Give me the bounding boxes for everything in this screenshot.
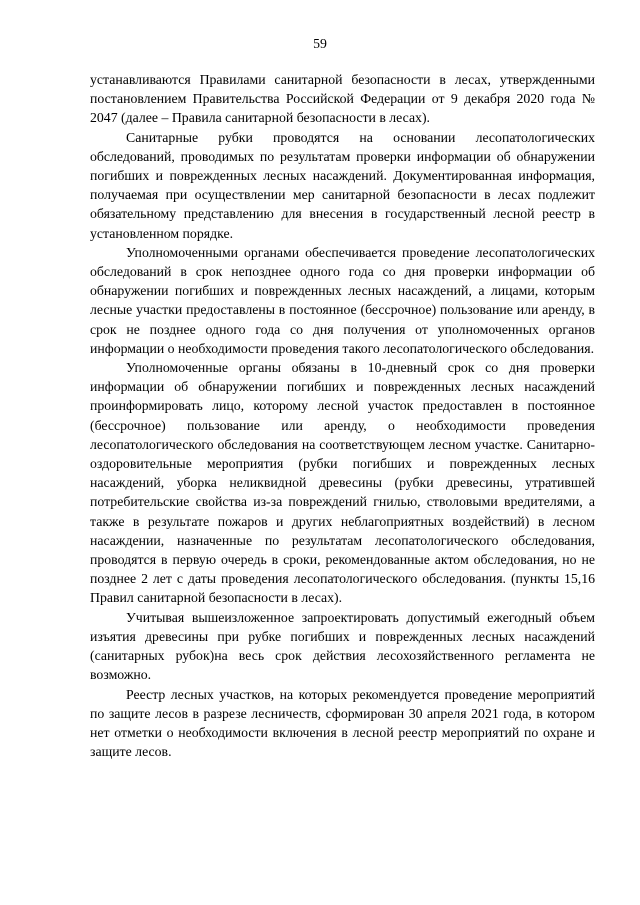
paragraph-2: Санитарные рубки проводятся на основании лесопатологических обследований, проводимых по результатам проверки информации об обнаружении погибших и поврежденных лесных насаждений. Документированная информация, получаемая при осуществлении мер санитарной безопасности в лесах подлежит обязательному представлению для внесения в государственный лесной реестр в установленном порядке. — [90, 129, 595, 241]
paragraph-1: устанавливаются Правилами санитарной безопасности в лесах, утвержденными постановлением Правительства Российской Федерации от 9 декабря 2020 года № 2047 (далее – Правила санитарной безопасности в лесах). — [90, 72, 595, 126]
paragraph-6: Реестр лесных участков, на которых рекомендуется проведение мероприятий по защите лесов в разрезе лесничеств, сформирован 30 апреля 2021 года, в котором нет отметки о необходимости включения в лесной реестр мероприятий по охране и защите лесов. — [90, 686, 595, 760]
page-number: 59 — [313, 36, 327, 51]
paragraph-5: Учитывая вышеизложенное запроектировать допустимый ежегодный объем изъятия древесины при рубке погибших и поврежденных лесных насаждений (санитарных рубок)на весь срок действия лесохозяйственного регламента не возможно. — [90, 609, 595, 683]
body-text — [90, 70, 595, 761]
paragraph-4: Уполномоченные органы обязаны в 10-дневный срок со дня проверки информации об обнаружении погибших и поврежденных лесных насаждений проинформировать лицо, которому лесной участок предоставлен в постоянное (бессрочное) пользование или аренду, о необходимости проведения лесопатологического обследования на соответствующем лесном участке. Санитарно-оздоровительные мероприятия (рубки погибших и поврежденных лесных насаждений, уборка неликвидной древесины (рубки древесины, утратившей потребительские свойства из-за повреждений гнилью, стволовыми вредителями, а также в результате пожаров и других неблагоприятных воздействий) в лесном насаждении, назначенные по результатам лесопатологического обследования, проводятся в первую очередь в сроки, рекомендованные актом обследования, но не позднее 2 лет с даты проведения лесопатологического обследования. (пункты 15,16 Правил санитарной безопасности в лесах). — [90, 360, 595, 606]
paragraph-3: Уполномоченными органами обеспечивается проведение лесопатологических обследований в срок непозднее одного года со дня проверки информации об обнаружении погибших и поврежденных лесных насаждений, а лицами, которым лесные участки предоставлены в постоянное (бессрочное) пользование или аренду, в срок не позднее одного года со дня получения от уполномоченных органов информации о необходимости проведения такого лесопатологического обследования. — [90, 244, 595, 356]
